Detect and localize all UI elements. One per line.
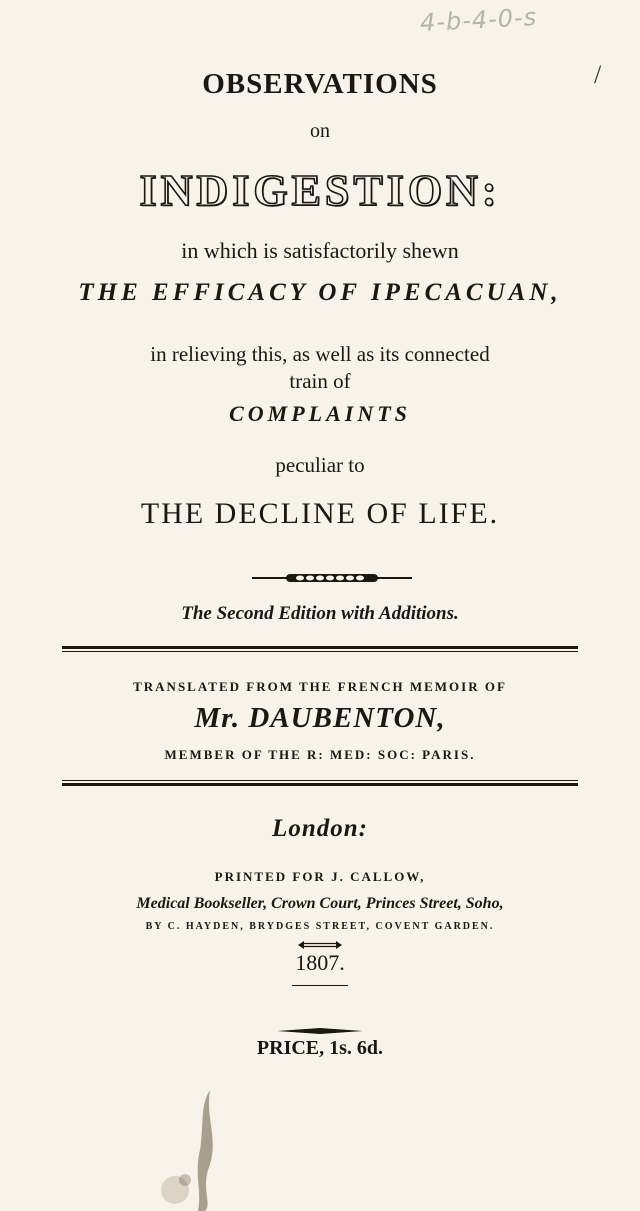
ornament-divider: [252, 571, 412, 585]
translated-from: TRANSLATED FROM THE FRENCH MEMOIR OF: [133, 679, 507, 694]
title-efficacy: THE EFFICACY OF IPECACUAN,: [78, 279, 562, 306]
rule-tapered: [277, 1028, 363, 1034]
imprint-year: 1807.: [295, 950, 345, 975]
title-observations: OBSERVATIONS: [202, 68, 438, 100]
shelfmark-handwritten: 4-b-4-0-s: [419, 2, 538, 38]
title-peculiar-line: peculiar to: [275, 453, 365, 477]
rule-thick: [62, 783, 578, 786]
imprint-printed-for: PRINTED FOR J. CALLOW,: [214, 869, 426, 884]
title-train-line: train of: [289, 369, 351, 393]
price: PRICE, 1s. 6d.: [256, 1037, 384, 1059]
rule-year: [292, 985, 348, 986]
author-name: Mr. DAUBENTON,: [194, 702, 446, 734]
rule-thick: [62, 646, 578, 649]
title-complaints: COMPLAINTS: [229, 401, 411, 426]
title-on: on: [310, 120, 330, 142]
ink-stain: [150, 1080, 240, 1211]
title-relieving-line: in relieving this, as well as its connected: [150, 342, 490, 366]
imprint-bookseller: Medical Bookseller, Crown Court, Princes Street, Soho,: [136, 895, 504, 912]
title-indigestion: INDIGESTION:: [139, 166, 501, 215]
title-which-line: in which is satisfactorily shewn: [181, 238, 459, 263]
edition-statement: The Second Edition with Additions.: [181, 603, 459, 624]
author-affiliation: MEMBER OF THE R: MED: SOC: PARIS.: [164, 747, 476, 762]
title-decline-of-life: THE DECLINE OF LIFE.: [140, 497, 500, 530]
imprint-city: London:: [272, 815, 368, 842]
rule-thin: [62, 651, 578, 652]
rule-thin: [62, 780, 578, 781]
page-mark: /: [594, 60, 602, 89]
small-ornament: [298, 940, 342, 950]
imprint-printer: BY C. HAYDEN, BRYDGES STREET, COVENT GARDEN.: [145, 921, 495, 932]
